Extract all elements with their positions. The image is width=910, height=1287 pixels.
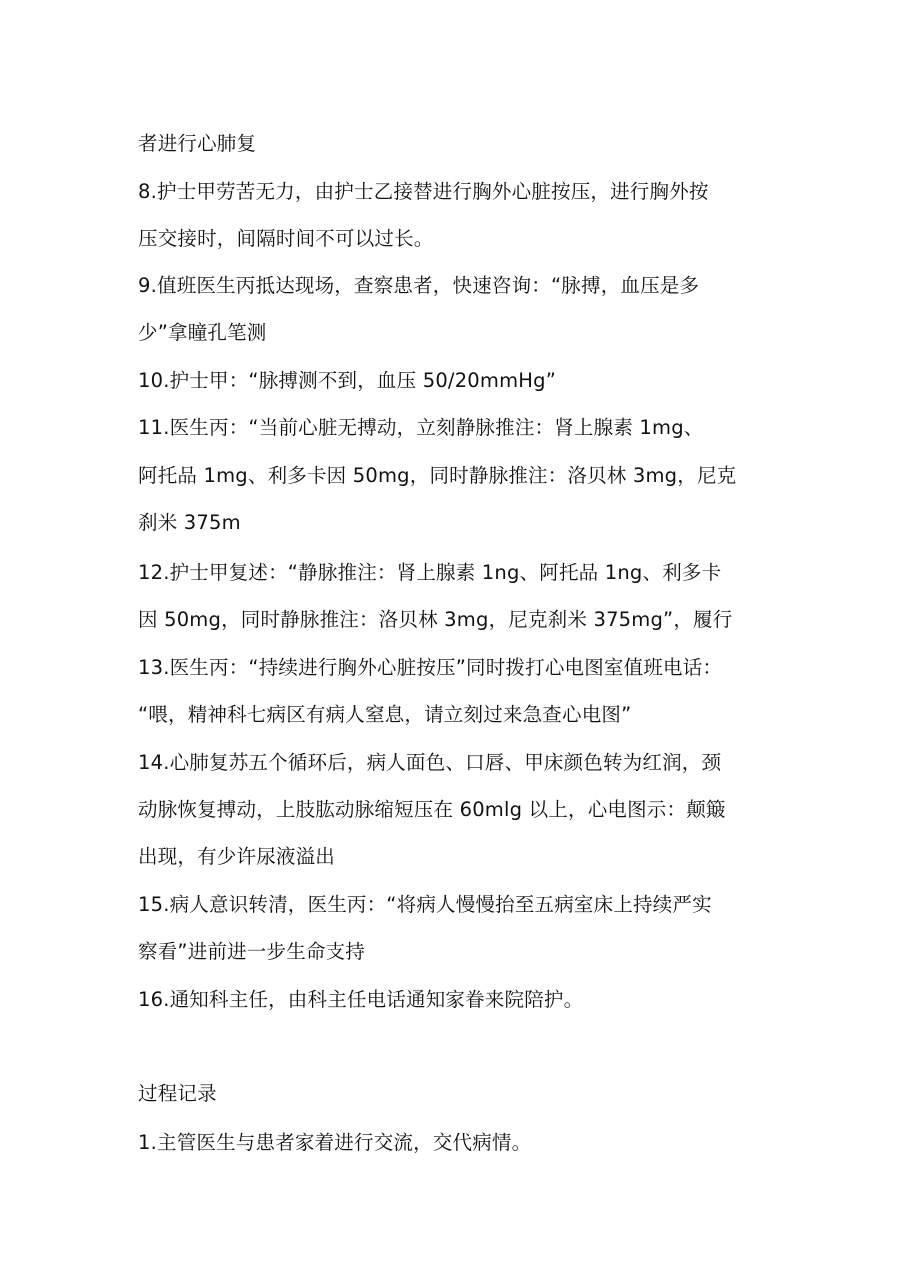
text-line: 阿托品 1mg、利多卡因 50mg，同时静脉推注：洛贝林 3mg，尼克 bbox=[138, 464, 737, 487]
text-line: 13.医生丙：“持续进行胸外心脏按压”同时拨打心电图室值班电话： bbox=[138, 656, 723, 679]
text-line: 察看”进前进一步生命支持 bbox=[138, 940, 366, 963]
text-line: 因 50mg，同时静脉推注：洛贝林 3mg，尼克刹米 375mg”，履行 bbox=[138, 608, 733, 631]
text-line: “喂，精神科七病区有病人窒息，请立刻过来急查心电图” bbox=[138, 703, 632, 726]
text-line: 出现，有少许尿液溢出 bbox=[138, 845, 336, 868]
text-line: 8.护士甲劳苦无力，由护士乙接替进行胸外心脏按压，进行胸外按 bbox=[138, 180, 709, 203]
text-line: 者进行心肺复 bbox=[138, 132, 257, 155]
text-line: 15.病人意识转清，医生丙：“将病人慢慢抬至五病室床上持续严实 bbox=[138, 893, 712, 916]
text-line: 动脉恢复搏动，上肢肱动脉缩短压在 60mlg 以上，心电图示：颠簸 bbox=[138, 798, 726, 821]
text-line: 16.通知科主任，由科主任电话通知家眷来院陪护。 bbox=[138, 988, 584, 1011]
text-line: 刹米 375m bbox=[138, 511, 241, 534]
text-line: 14.心肺复苏五个循环后，病人面色、口唇、甲床颜色转为红润，颈 bbox=[138, 751, 722, 774]
text-line: 9.值班医生丙抵达现场，查察患者，快速咨询：“脉搏，血压是多 bbox=[138, 274, 700, 297]
text-line: 10.护士甲：“脉搏测不到，血压 50/20mmHg” bbox=[138, 369, 557, 392]
text-line: 1.主管医生与患者家着进行交流，交代病情。 bbox=[138, 1131, 532, 1154]
text-line: 12.护士甲复述：“静脉推注：肾上腺素 1ng、阿托品 1ng、利多卡 bbox=[138, 561, 722, 584]
text-line: 11.医生丙：“当前心脏无搏动，立刻静脉推注：肾上腺素 1mg、 bbox=[138, 416, 704, 439]
section-heading: 过程记录 bbox=[138, 1082, 217, 1105]
text-line: 压交接时，间隔时间不可以过长。 bbox=[138, 227, 434, 250]
text-line: 少”拿瞳孔笔测 bbox=[138, 321, 267, 344]
